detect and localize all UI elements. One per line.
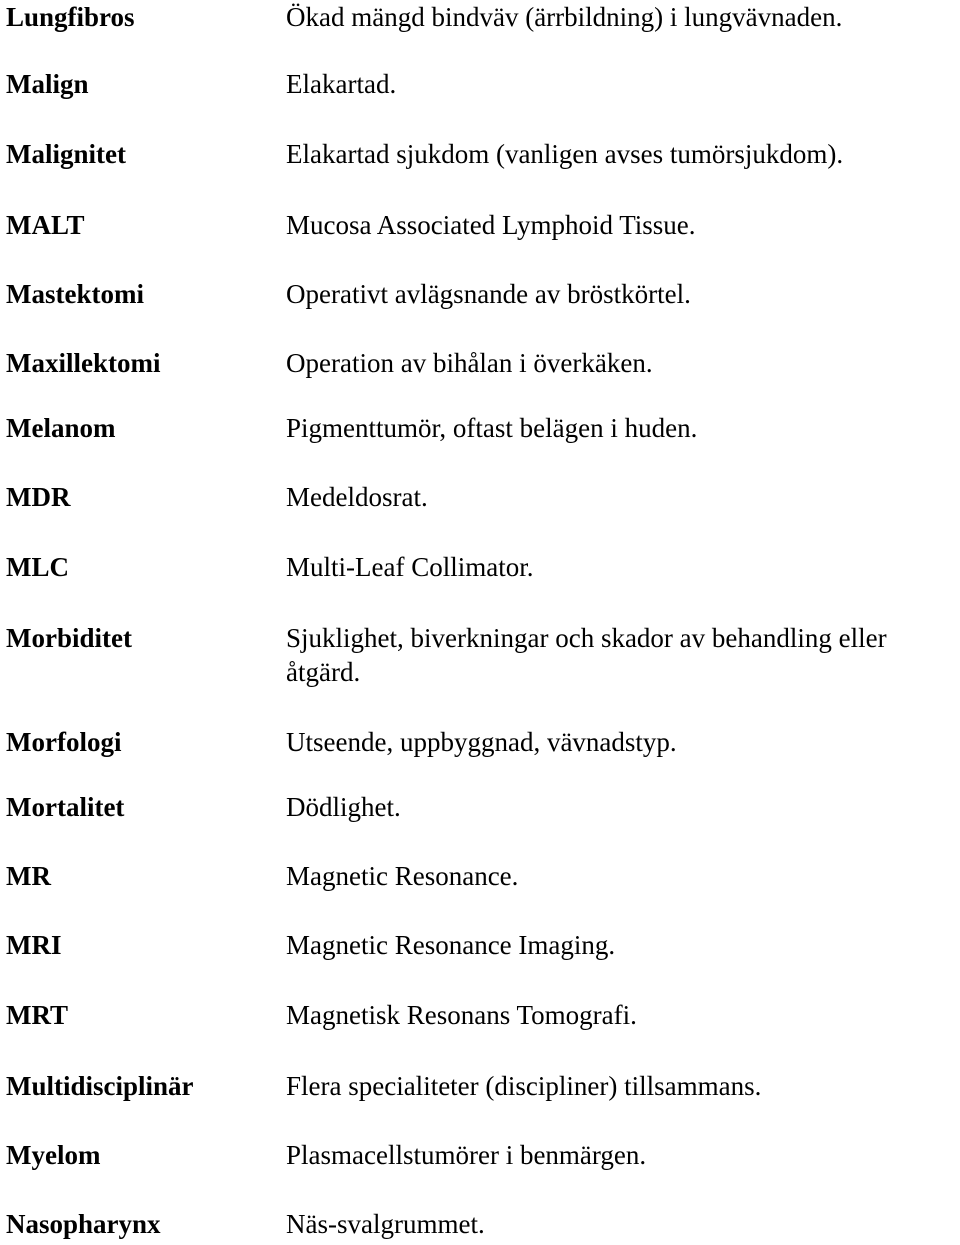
glossary-definition: Elakartad.: [286, 69, 397, 99]
glossary-term: Mastektomi: [6, 279, 144, 309]
glossary-definition: Dödlighet.: [286, 792, 401, 822]
glossary-definition: Pigmenttumör, oftast belägen i huden.: [286, 413, 698, 443]
glossary-term: Multidisciplinär: [6, 1071, 194, 1101]
glossary-term: Mortalitet: [6, 792, 125, 822]
glossary-definition: Plasmacellstumörer i benmärgen.: [286, 1140, 647, 1170]
glossary-term: Morfologi: [6, 727, 122, 757]
glossary-definition: Multi-Leaf Collimator.: [286, 552, 534, 582]
glossary-definition: Magnetic Resonance Imaging.: [286, 930, 616, 960]
glossary-definition: Medeldosrat.: [286, 482, 428, 512]
glossary-term: Maxillektomi: [6, 348, 161, 378]
glossary-term: Melanom: [6, 413, 116, 443]
glossary-term: Myelom: [6, 1140, 101, 1170]
glossary-definition: Sjuklighet, biverkningar och skador av behandling eller åtgärd.: [286, 623, 887, 687]
glossary-term: MRI: [6, 930, 62, 960]
glossary-definition: Operation av bihålan i överkäken.: [286, 348, 653, 378]
glossary-definition: Elakartad sjukdom (vanligen avses tumörsjukdom).: [286, 139, 844, 169]
glossary-definition: Magnetisk Resonans Tomografi.: [286, 1000, 637, 1030]
glossary-term: MLC: [6, 552, 69, 582]
glossary-definition: Ökad mängd bindväv (ärrbildning) i lungvävnaden.: [286, 2, 843, 32]
glossary-term: MALT: [6, 210, 85, 240]
glossary-term: Morbiditet: [6, 623, 132, 653]
glossary-term: Nasopharynx: [6, 1209, 161, 1239]
glossary-definition: Utseende, uppbyggnad, vävnadstyp.: [286, 727, 677, 757]
glossary-definition: Operativt avlägsnande av bröstkörtel.: [286, 279, 691, 309]
glossary-term: Malignitet: [6, 139, 126, 169]
glossary-definition: Magnetic Resonance.: [286, 861, 519, 891]
glossary-term: Malign: [6, 69, 89, 99]
glossary-definition: Näs-svalgrummet.: [286, 1209, 485, 1239]
glossary-definition: Flera specialiteter (discipliner) tillsammans.: [286, 1071, 762, 1101]
glossary-term: Lungfibros: [6, 2, 135, 32]
glossary-term: MDR: [6, 482, 71, 512]
glossary-definition: Mucosa Associated Lymphoid Tissue.: [286, 210, 696, 240]
glossary-term: MR: [6, 861, 51, 891]
glossary-term: MRT: [6, 1000, 69, 1030]
